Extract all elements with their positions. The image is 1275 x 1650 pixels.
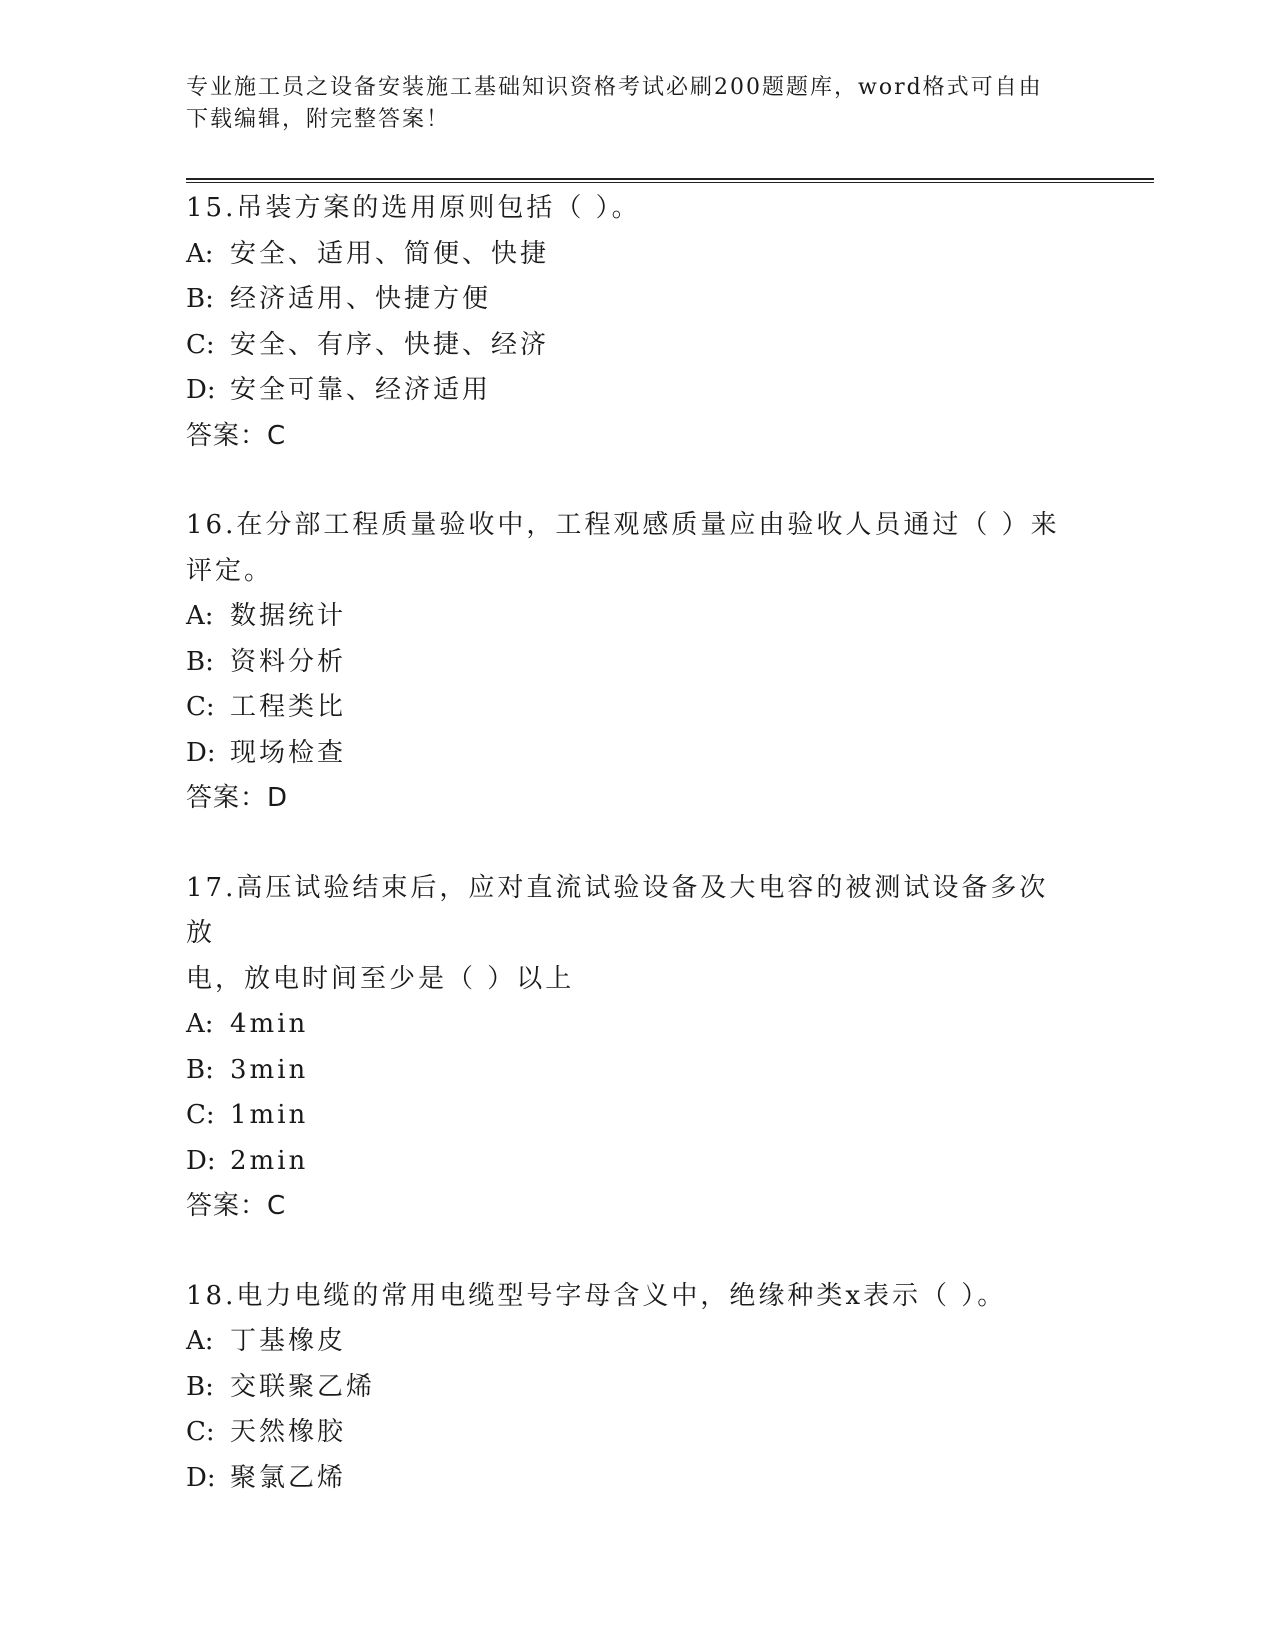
question-17 (186, 866, 1066, 1230)
option-text: 现场检查 (230, 737, 347, 768)
option-letter: C: (186, 329, 215, 360)
header-line-1: 专业施工员之设备安装施工基础知识资格考试必刷200题题库，word格式可自由 (186, 75, 1043, 100)
option-a (186, 594, 1066, 640)
question-stem: 16.在分部工程质量验收中，工程观感质量应由验收人员通过（ ）来 (186, 510, 1060, 540)
option-d (186, 731, 1066, 777)
option-text: 交联聚乙烯 (230, 1371, 376, 1402)
option-text: 资料分析 (230, 646, 347, 677)
option-text: 3min (230, 1054, 309, 1085)
option-letter: B: (186, 1054, 214, 1085)
option-b (186, 1048, 1066, 1094)
header-divider (186, 178, 1154, 183)
option-letter: D: (186, 1462, 216, 1493)
option-letter: A: (186, 238, 214, 269)
option-text: 经济适用、快捷方便 (230, 284, 492, 314)
option-letter: B: (186, 284, 214, 314)
option-d (186, 368, 1066, 414)
question-stem-continued: 电，放电时间至少是（ ）以上 (186, 963, 575, 994)
option-b (186, 1365, 1066, 1411)
option-letter: D: (186, 375, 216, 405)
option-text: 4min (230, 1009, 309, 1039)
question-list (186, 186, 1066, 1545)
option-letter: B: (186, 1371, 214, 1402)
answer-line: 答案：D (186, 783, 289, 813)
header-line-2: 下载编辑，附完整答案！ (186, 107, 451, 132)
option-a (186, 1319, 1066, 1365)
option-text: 丁基橡皮 (230, 1326, 347, 1356)
option-text: 1min (230, 1100, 309, 1130)
option-text: 安全、有序、快捷、经济 (230, 329, 550, 360)
option-d (186, 1456, 1066, 1502)
option-b (186, 640, 1066, 686)
option-letter: B: (186, 646, 214, 677)
option-text: 天然橡胶 (230, 1417, 347, 1447)
option-c (186, 685, 1066, 731)
question-stem-continued: 评定。 (186, 555, 274, 586)
option-text: 数据统计 (230, 601, 347, 631)
option-text: 安全、适用、简便、快捷 (230, 238, 550, 269)
option-text: 安全可靠、经济适用 (230, 375, 492, 405)
answer-line: 答案：C (186, 420, 287, 451)
option-letter: D: (186, 1145, 216, 1176)
question-stem: 15.吊装方案的选用原则包括（ ）。 (186, 193, 641, 223)
document-header (186, 72, 1086, 136)
answer-line: 答案：C (186, 1191, 287, 1221)
option-letter: A: (186, 1009, 214, 1039)
question-stem: 17.高压试验结束后，应对直流试验设备及大电容的被测试设备多次放 (186, 872, 1049, 948)
option-b (186, 277, 1066, 323)
option-letter: D: (186, 737, 216, 768)
question-stem: 18.电力电缆的常用电缆型号字母含义中，绝缘种类x表示（ ）。 (186, 1280, 1007, 1311)
option-text: 2min (230, 1145, 309, 1176)
option-text: 聚氯乙烯 (230, 1462, 347, 1493)
option-a (186, 1002, 1066, 1048)
question-16 (186, 503, 1066, 822)
option-letter: A: (186, 1326, 214, 1356)
option-letter: C: (186, 1417, 215, 1447)
option-c (186, 1410, 1066, 1456)
option-c (186, 323, 1066, 369)
question-15 (186, 186, 1066, 459)
option-text: 工程类比 (230, 692, 347, 722)
option-a (186, 232, 1066, 278)
option-letter: C: (186, 1100, 215, 1130)
option-c (186, 1093, 1066, 1139)
option-letter: A: (186, 601, 214, 631)
question-18 (186, 1274, 1066, 1502)
option-letter: C: (186, 692, 215, 722)
option-d (186, 1139, 1066, 1185)
